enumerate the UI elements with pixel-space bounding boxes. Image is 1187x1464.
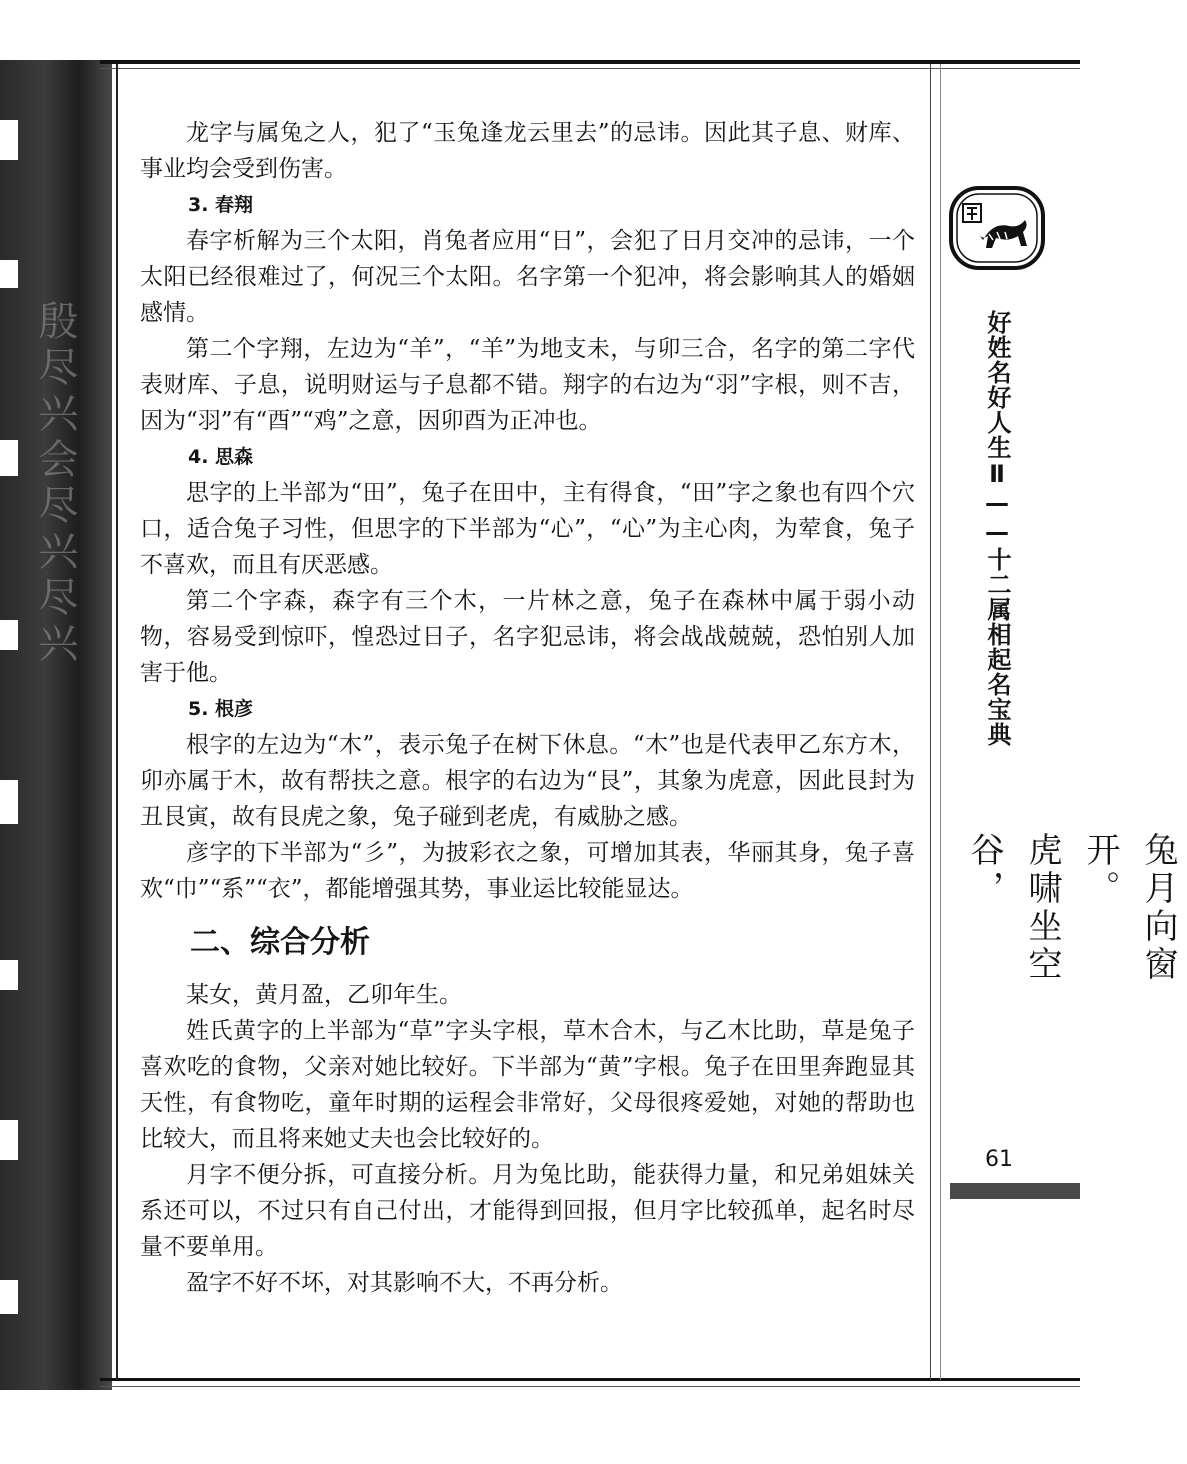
strip-notch: [0, 620, 18, 650]
bottom-rule: [100, 1378, 1080, 1381]
page-body: [140, 115, 915, 1301]
paragraph: 根字的左边为“木”，表示兔子在树下休息。“木”也是代表甲乙东方木，卯亦属于木，故有帮扶之意。根字的右边为“艮”，其象为虎意，因此艮封为丑艮寅，故有艮虎之象，兔子碰到老虎，有威胁之感。: [140, 732, 915, 830]
bottom-rule-thin: [100, 1386, 1080, 1387]
subheading: 5. 根彦: [188, 698, 254, 720]
section-heading: 二、综合分析: [190, 925, 370, 960]
paragraph: 盈字不好不坏，对其影响不大，不再分析。: [186, 1270, 623, 1296]
tiger-emblem-icon: [945, 182, 1049, 274]
top-rule: [100, 60, 1080, 64]
frame-left-rule: [116, 64, 118, 1380]
paragraph: 姓氏黄字的上半部为“草”字头字根，草木合木，与乙木比助，草是兔子喜欢吃的食物，父亲对她比较好。下半部为“黄”字根。兔子在田里奔跑显其天性，有食物吃，童年时期的运程会非常好，父母很疼爱她，对她的帮助也比较大，而且将来她丈夫也会比较好的。: [140, 1018, 915, 1152]
paragraph: 彦字的下半部为“彡”，为披彩衣之象，可增加其表，华丽其身，兔子喜欢“巾”“系”“衣”，都能增强其势，事业运比较能显达。: [140, 840, 915, 902]
seal-calligraphy: 殷尽兴会尽兴尽兴: [32, 300, 78, 668]
paragraph: 春字析解为三个太阳，肖兔者应用“日”，会犯了日月交冲的忌讳，一个太阳已经很难过了，何况三个太阳。名字第一个犯冲，将会影响其人的婚姻感情。: [140, 228, 915, 326]
paragraph: 龙字与属兔之人，犯了“玉兔逢龙云里去”的忌讳。因此其子息、财库、事业均会受到伤害。: [140, 120, 915, 182]
strip-notch: [0, 120, 18, 160]
page-number-bar: [950, 1183, 1080, 1199]
strip-notch: [0, 960, 18, 990]
left-decorative-strip: [0, 60, 112, 1390]
frame-right-rule-outer: [940, 64, 941, 1380]
page-number: 61: [985, 1147, 1013, 1172]
paragraph: 第二个字翔，左边为“羊”，“羊”为地支未，与卯三合，名字的第二字代表财库、子息，说明财运与子息都不错。翔字的右边为“羽”字根，则不吉，因为“羽”有“酉”“鸡”之意，因卯酉为正冲也。: [140, 336, 915, 434]
frame-right-rule: [930, 64, 931, 1380]
strip-notch: [0, 440, 18, 476]
subheading: 4. 思森: [188, 446, 254, 468]
paragraph: 某女，黄月盈，乙卯年生。: [186, 982, 462, 1008]
strip-notch: [0, 1280, 18, 1314]
poem-couplet: [955, 832, 1187, 1032]
poem-line: 兔月向窗开。: [1080, 832, 1178, 984]
strip-notch: [0, 1120, 18, 1160]
paragraph: 思字的上半部为“田”，兔子在田中，主有得食，“田”字之象也有四个穴口，适合兔子习性，但思字的下半部为“心”，“心”为主心肉，为荤食，兔子不喜欢，而且有厌恶感。: [140, 480, 915, 578]
strip-notch: [0, 780, 18, 824]
book-title-vertical: 好姓名好人生Ⅱ——十二属相起名宝典: [983, 310, 1011, 747]
subheading: 3. 春翔: [188, 194, 254, 216]
poem-line: 虎啸坐空谷，: [964, 832, 1062, 984]
paragraph: 第二个字森，森字有三个木，一片林之意，兔子在森林中属于弱小动物，容易受到惊吓，惶恐过日子，名字犯忌讳，将会战战兢兢，恐怕别人加害于他。: [140, 588, 915, 686]
paragraph: 月字不便分拆，可直接分析。月为兔比助，能获得力量，和兄弟姐妹关系还可以，不过只有自己付出，才能得到回报，但月字比较孤单，起名时尽量不要单用。: [140, 1162, 915, 1260]
strip-notch: [0, 260, 18, 288]
top-rule-thin: [100, 68, 1080, 69]
